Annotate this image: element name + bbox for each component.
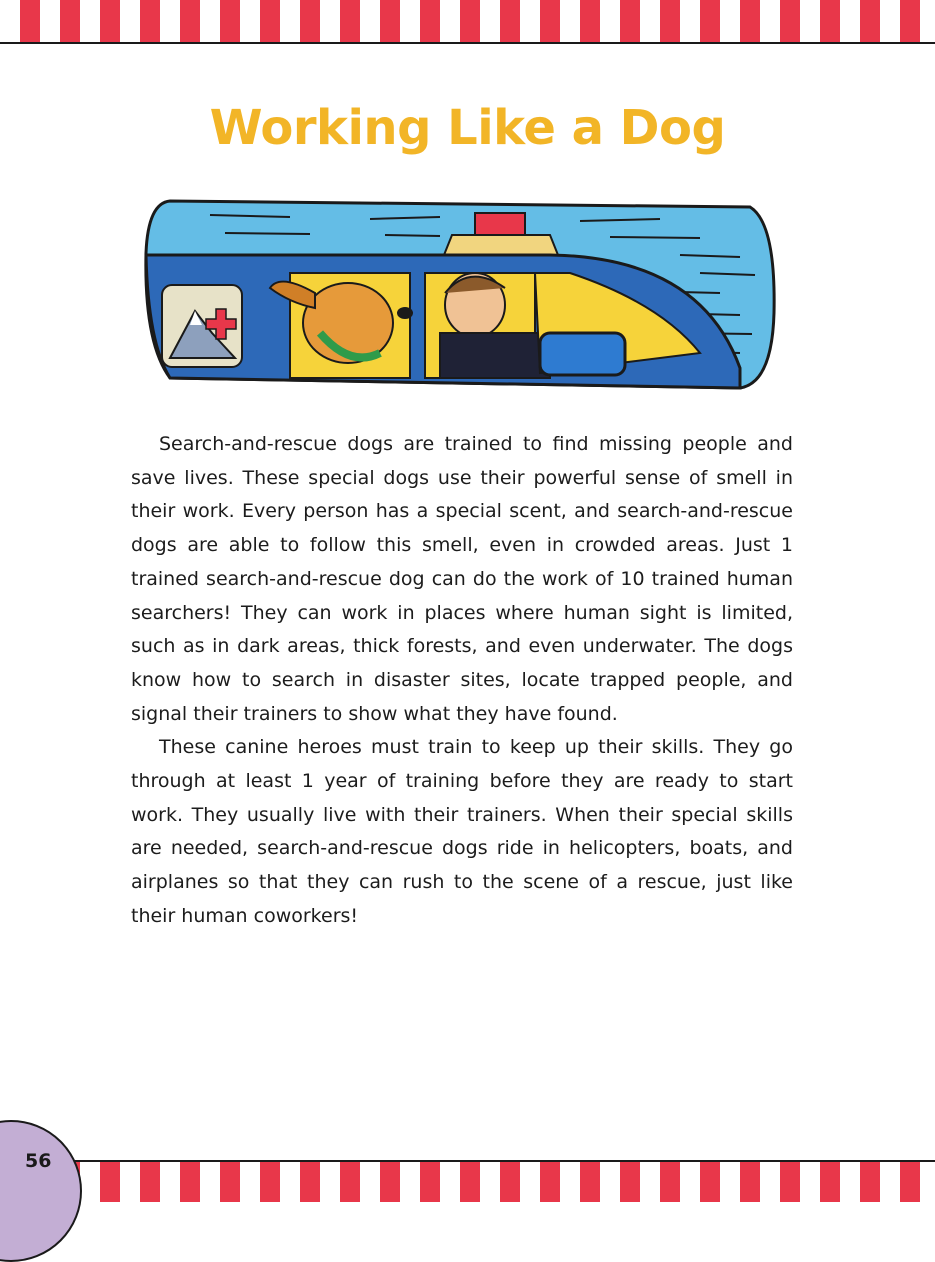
rescue-vehicle-illustration bbox=[140, 193, 780, 393]
paragraph-2: These canine heroes must train to keep up their skills. They go through at least 1 year of training before they are ready to start work. They usually live with their trainers. When their special skills are needed, search-and-rescue dogs ride in helicopters, boats, and airplanes so that they can rush to the scene of a rescue, just like their human coworkers! bbox=[131, 736, 793, 927]
bottom-stripe-border bbox=[0, 1160, 935, 1202]
page-number-badge bbox=[0, 1120, 82, 1262]
page-title: Working Like a Dog bbox=[209, 100, 726, 156]
article-body bbox=[131, 428, 793, 934]
paragraph-1: Search-and-rescue dogs are trained to find missing people and save lives. These special dogs use their powerful sense of smell in their work. Every person has a special scent, and search-and-rescue dogs are able to follow this smell, even in crowded areas. Just 1 trained search-and-rescue dog can do the work of 10 trained human searchers! They can work in places where human sight is limited, such as in dark areas, thick forests, and even underwater. The dogs know how to search in disaster sites, locate trapped people, and signal their trainers to show what they have found. bbox=[131, 433, 793, 725]
page-number: 56 bbox=[25, 1150, 52, 1172]
top-stripe-border bbox=[0, 0, 935, 44]
